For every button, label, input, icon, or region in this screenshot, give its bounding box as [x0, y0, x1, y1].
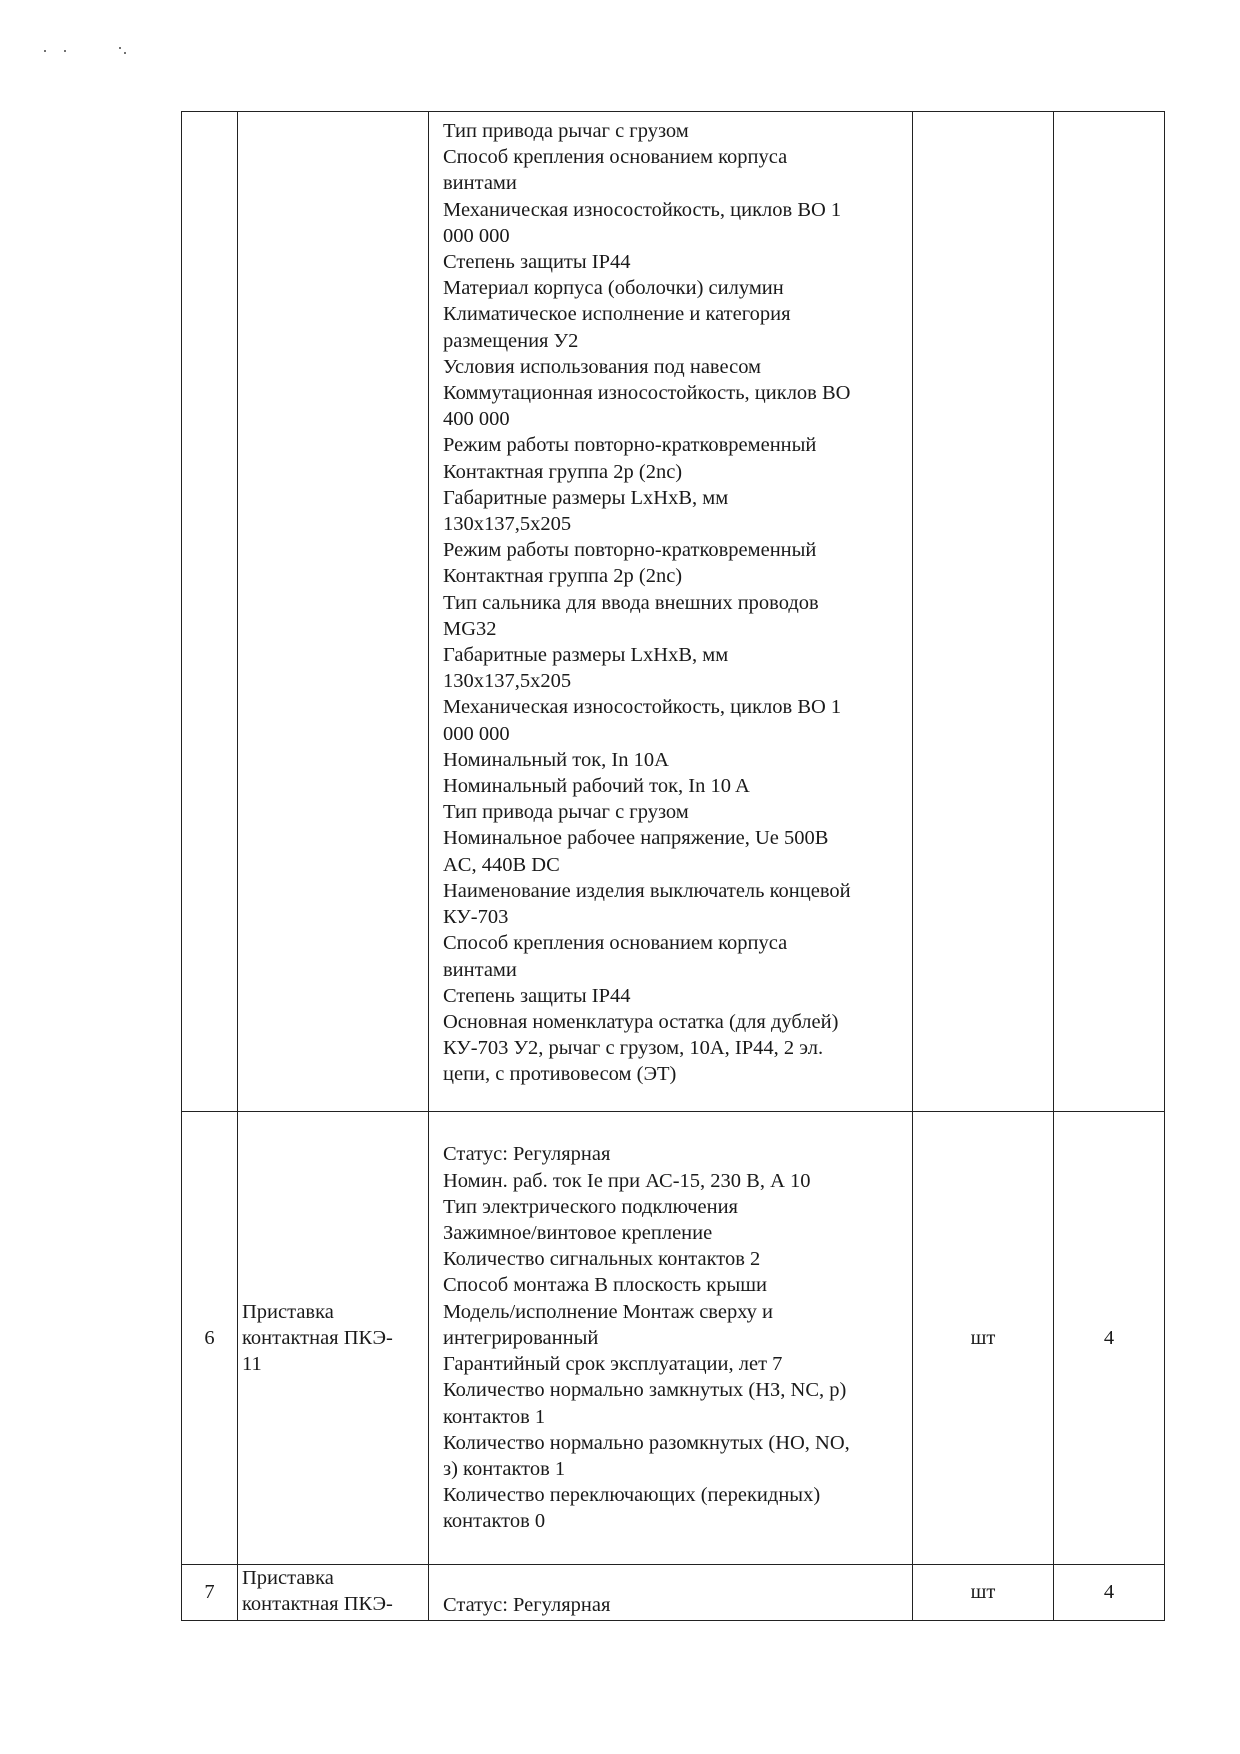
description-line: Гарантийный срок эксплуатации, лет 7 [443, 1353, 783, 1376]
description-line: контактов 1 [443, 1405, 546, 1428]
item-description-cell [429, 1112, 913, 1565]
description-line: Габаритные размеры LxHxB, мм [443, 644, 729, 667]
description-line: КУ-703 [443, 906, 509, 929]
scan-speck [44, 50, 46, 52]
item-description-cell [429, 1565, 913, 1621]
description-line: винтами [443, 172, 517, 195]
description-line: Климатическое исполнение и категория [443, 303, 791, 326]
item-name-line: Приставка [242, 1567, 334, 1589]
description-line: Тип электрического подключения [443, 1195, 738, 1218]
description-line: 000 000 [443, 224, 510, 247]
description-line: интегрированный [443, 1326, 599, 1349]
item-name-cell [238, 112, 429, 1112]
item-name-line: Приставка [242, 1300, 334, 1323]
item-number-cell [182, 1565, 238, 1621]
description-line: Режим работы повторно-кратковременный [443, 539, 817, 562]
description-line: Способ крепления основанием корпуса [443, 146, 788, 169]
scan-speck [119, 47, 121, 49]
description-line: Тип сальника для ввода внешних проводов [443, 591, 819, 614]
description-line: Количество сигнальных контактов 2 [443, 1248, 761, 1271]
description-line: контактов 0 [443, 1510, 546, 1533]
description-line: Способ монтажа В плоскость крыши [443, 1274, 768, 1297]
description-line: Тип привода рычаг с грузом [443, 120, 689, 142]
description-line: Номинальный ток, In 10A [443, 748, 669, 771]
description-line: Механическая износостойкость, циклов ВО 1 [443, 696, 842, 719]
item-number-cell [182, 1112, 238, 1565]
description-line: Способ крепления основанием корпуса [443, 932, 788, 955]
item-quantity-cell [1054, 1112, 1165, 1565]
item-name-cell [238, 1112, 429, 1565]
description-line: Габаритные размеры LxHxB, мм [443, 486, 729, 509]
description-line: Контактная группа 2р (2nc) [443, 565, 683, 588]
table-row [182, 112, 1165, 1112]
item-quantity: 4 [1103, 1326, 1115, 1349]
description-line: Номин. раб. ток Ie при АС-15, 230 В, А 10 [443, 1169, 811, 1192]
item-number-cell [182, 112, 238, 1112]
description-line: Модель/исполнение Монтаж сверху и [443, 1300, 774, 1323]
description-line: з) контактов 1 [443, 1457, 566, 1480]
description-line: Тип привода рычаг с грузом [443, 801, 689, 824]
scan-speck [64, 50, 66, 52]
table-row [182, 1565, 1165, 1621]
description-line: винтами [443, 958, 517, 981]
description-line: Режим работы повторно-кратковременный [443, 434, 817, 457]
description-line: Степень защиты IP44 [443, 251, 631, 274]
description-line: Количество нормально разомкнутых (НО, NO, [443, 1431, 850, 1454]
item-quantity-cell [1054, 1565, 1165, 1621]
item-number: 7 [204, 1581, 215, 1604]
description-line: 000 000 [443, 722, 510, 745]
item-name-line: 11 [242, 1353, 262, 1376]
item-quantity-cell [1054, 112, 1165, 1112]
description-line: Основная номенклатура остатка (для дублей) [443, 1010, 839, 1033]
description-line: Контактная группа 2р (2nc) [443, 460, 683, 483]
description-line: 130х137,5х205 [443, 513, 572, 536]
description-line: Номинальное рабочее напряжение, Ue 500B [443, 827, 829, 850]
description-line: КУ-703 У2, рычаг с грузом, 10А, IP44, 2 эл. [443, 1037, 824, 1060]
description-line: Количество переключающих (перекидных) [443, 1484, 821, 1507]
item-number: 6 [204, 1326, 215, 1349]
item-unit-cell [913, 1565, 1054, 1621]
item-name-line: контактная ПКЭ- [242, 1593, 393, 1616]
specification-table-body [182, 112, 1165, 1621]
description-line: Зажимное/винтовое крепление [443, 1222, 713, 1245]
description-line: AC, 440B DC [443, 853, 560, 876]
item-quantity: 4 [1103, 1581, 1115, 1604]
description-line: Номинальный рабочий ток, In 10 A [443, 775, 750, 798]
item-unit: шт [970, 1326, 996, 1349]
item-name-cell [238, 1565, 429, 1621]
scan-speck [124, 52, 126, 54]
description-line: Степень защиты IP44 [443, 984, 631, 1007]
description-line: Условия использования под навесом [443, 355, 762, 378]
description-line: размещения У2 [443, 329, 579, 352]
description-line: 400 000 [443, 408, 510, 431]
item-unit: шт [970, 1581, 996, 1604]
table-row [182, 1112, 1165, 1565]
description-line: MG32 [443, 617, 497, 640]
specification-table [181, 111, 1165, 1621]
description-line: Статус: Регулярная [443, 1143, 611, 1166]
description-line: Количество нормально замкнутых (НЗ, NC, р) [443, 1379, 847, 1402]
item-description-cell [429, 112, 913, 1112]
description-line: Наименование изделия выключатель концевой [443, 879, 851, 902]
description-line: Механическая износостойкость, циклов ВО 1 [443, 198, 842, 221]
description-line: 130х137,5х205 [443, 670, 572, 693]
item-unit-cell [913, 1112, 1054, 1565]
item-name-line: контактная ПКЭ- [242, 1326, 393, 1349]
description-line: Материал корпуса (оболочки) силумин [443, 277, 784, 300]
description-line: Коммутационная износостойкость, циклов ВО [443, 382, 851, 405]
description-line: цепи, с противовесом (ЭТ) [443, 1063, 677, 1086]
description-line: Статус: Регулярная [443, 1593, 611, 1616]
item-unit-cell [913, 112, 1054, 1112]
